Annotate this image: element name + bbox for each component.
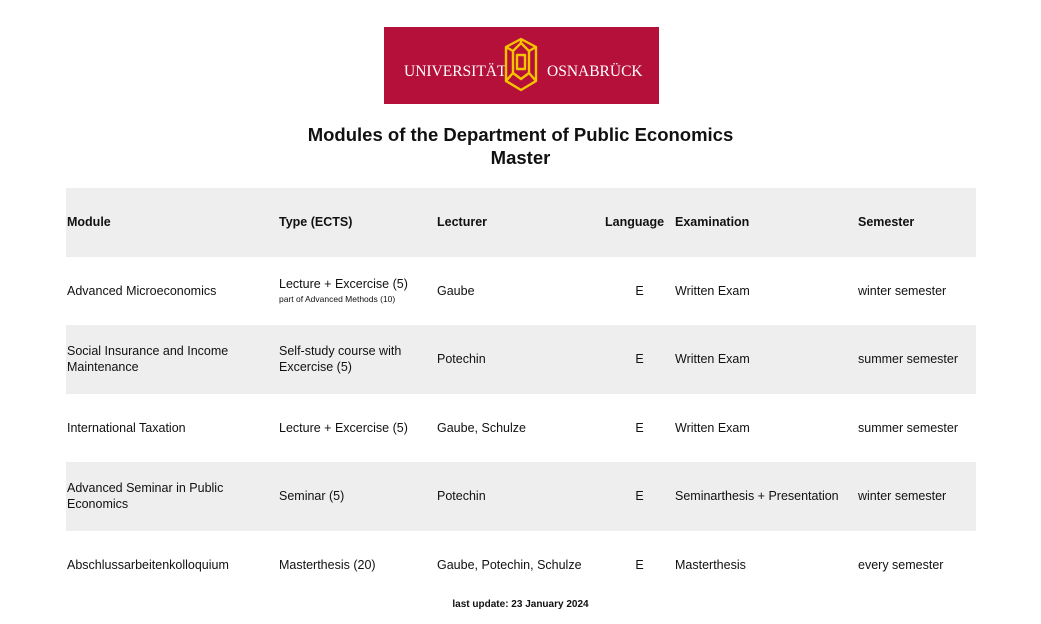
semester-cell: winter semester [858,489,947,504]
examination-cell: Seminarthesis + Presentation [675,489,839,504]
last-update-note: last update: 23 January 2024 [452,599,589,610]
module-cell: Abschlussarbeitenkolloquium [67,557,229,572]
page-subtitle: Master [490,147,551,168]
logo-right-text: OSNABRÜCK [547,63,643,80]
module-cell: International Taxation [67,420,186,435]
lecturer-cell: Gaube [437,283,475,298]
language-cell: E [635,283,644,298]
column-header-module: Module [67,215,111,230]
examination-cell: Written Exam [675,283,750,298]
semester-cell: every semester [858,557,944,572]
module-cell: Advanced Microeconomics [67,283,217,298]
column-header-examination: Examination [675,215,750,230]
language-cell: E [635,352,644,367]
table-row [66,394,976,463]
lecturer-cell: Gaube, Schulze [437,420,526,435]
module-cell: Advanced Seminar in Public Economics [67,481,224,512]
table-row [66,531,976,600]
type-cell: Self-study course with Excercise (5) [279,344,402,375]
page-title: Modules of the Department of Public Economics [307,124,734,145]
university-emblem-icon [498,37,544,93]
type-cell [278,257,436,326]
modules-table [66,188,976,599]
logo-left-text: UNIVERSITÄT [404,63,507,80]
lecturer-cell: Potechin [437,489,486,504]
type-cell: Lecture + Excercise (5) [279,420,408,435]
language-cell: E [635,557,644,572]
language-cell: E [635,489,644,504]
type-cell: Masterthesis (20) [279,557,376,572]
table-row [66,462,976,531]
type-note: part of Advanced Methods (10) [279,294,396,305]
table-header-row [66,188,976,257]
university-logo [384,27,659,104]
lecturer-cell: Potechin [437,352,486,367]
table-row [66,325,976,394]
examination-cell: Written Exam [675,352,750,367]
type-text: Lecture + Excercise (5) [279,277,408,292]
examination-cell: Written Exam [675,420,750,435]
column-header-type: Type (ECTS) [279,215,353,230]
semester-cell: summer semester [858,420,959,435]
table-row [66,257,976,326]
examination-cell: Masterthesis [675,557,746,572]
lecturer-cell: Gaube, Potechin, Schulze [437,557,582,572]
column-header-semester: Semester [858,215,915,230]
module-cell: Social Insurance and Income Maintenance [67,344,229,375]
column-header-lecturer: Lecturer [437,215,488,230]
type-cell: Seminar (5) [279,489,345,504]
semester-cell: summer semester [858,352,959,367]
column-header-language: Language [605,215,665,230]
semester-cell: winter semester [858,283,947,298]
language-cell: E [635,420,644,435]
